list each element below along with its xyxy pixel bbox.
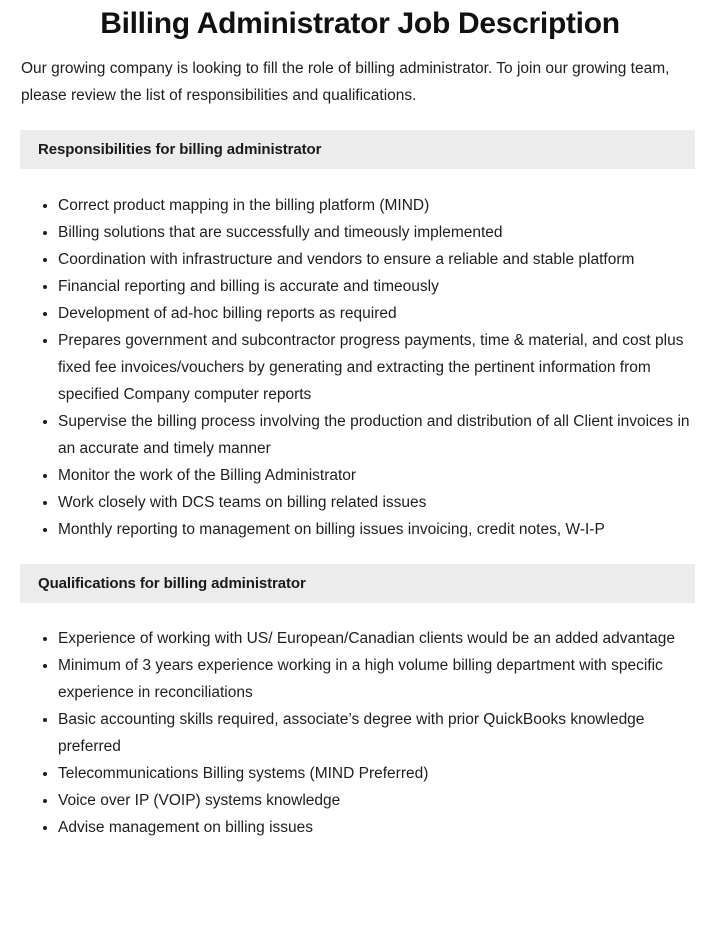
list-item: Basic accounting skills required, associate’s degree with prior QuickBooks knowledge preferred [0, 706, 720, 760]
section-header-qualifications-label: Qualifications for billing administrator [38, 575, 306, 592]
intro-paragraph: Our growing company is looking to fill the role of billing administrator. To join our growing team, please review the list of responsibilities and qualifications. [21, 60, 670, 104]
list-item: Work closely with DCS teams on billing related issues [0, 489, 720, 516]
section-header-responsibilities-label: Responsibilities for billing administrator [38, 141, 322, 158]
list-item: Minimum of 3 years experience working in a high volume billing department with specific experience in reconciliations [0, 652, 720, 706]
list-item: Correct product mapping in the billing platform (MIND) [0, 192, 720, 219]
list-item: Billing solutions that are successfully and timeously implemented [0, 219, 720, 246]
list-item: Financial reporting and billing is accurate and timeously [0, 273, 720, 300]
list-item: Development of ad-hoc billing reports as required [0, 300, 720, 327]
list-item: Telecommunications Billing systems (MIND Preferred) [0, 760, 720, 787]
section-header-responsibilities [20, 130, 695, 169]
list-item: Monthly reporting to management on billing issues invoicing, credit notes, W-I-P [0, 516, 720, 543]
list-item: Supervise the billing process involving the production and distribution of all Client invoices in an accurate and timely manner [0, 408, 720, 462]
list-item: Voice over IP (VOIP) systems knowledge [0, 787, 720, 814]
list-item: Experience of working with US/ European/Canadian clients would be an added advantage [0, 625, 720, 652]
list-item: Prepares government and subcontractor progress payments, time & material, and cost plus fixed fee invoices/vouchers by generating and extracting the pertinent information from specified Company computer reports [0, 327, 720, 408]
page-title: Billing Administrator Job Description [100, 7, 620, 40]
responsibilities-list [0, 192, 720, 543]
list-item: Coordination with infrastructure and vendors to ensure a reliable and stable platform [0, 246, 720, 273]
qualifications-list [0, 625, 720, 841]
list-item: Monitor the work of the Billing Administrator [0, 462, 720, 489]
list-item: Advise management on billing issues [0, 814, 720, 841]
section-header-qualifications [20, 564, 695, 603]
